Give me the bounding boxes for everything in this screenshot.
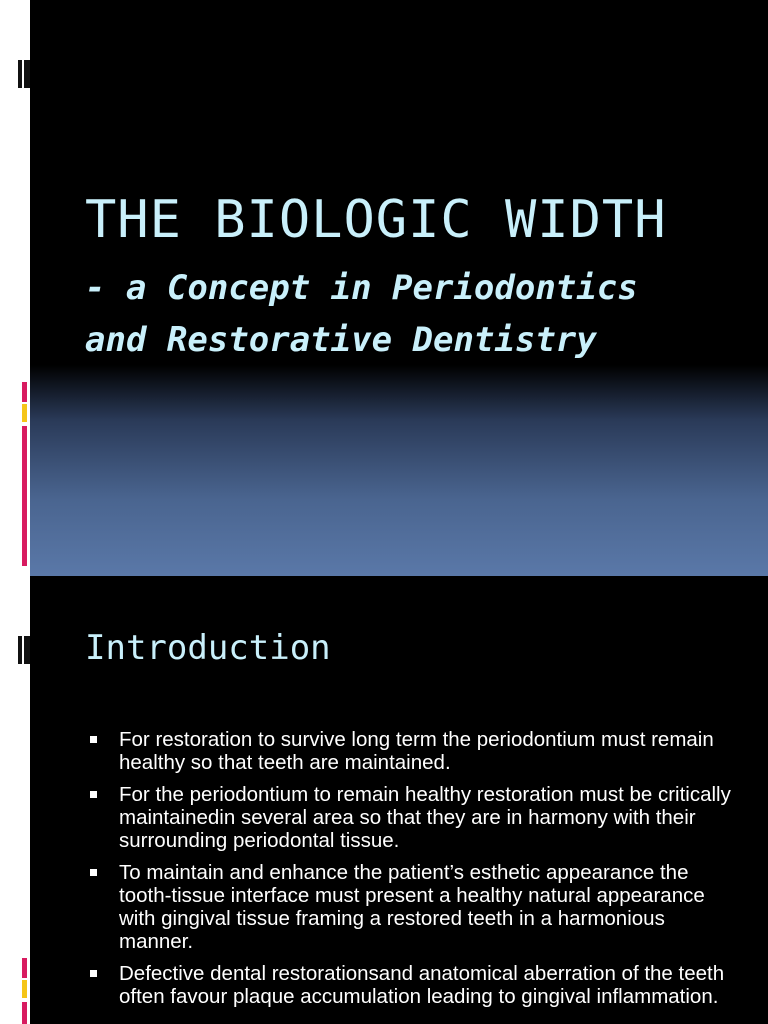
bullet-list	[90, 728, 740, 1017]
square-bullet-icon	[90, 869, 97, 876]
slide2-accent-bar-yellow	[22, 980, 27, 998]
slide2-margin-mark	[18, 636, 22, 664]
square-bullet-icon	[90, 970, 97, 977]
subtitle-line-1: - a Concept in Periodontics	[85, 268, 638, 308]
slide1-accent-bar-yellow	[22, 404, 27, 422]
slide-heading: Introduction	[85, 628, 331, 668]
square-bullet-icon	[90, 791, 97, 798]
bullet-item	[90, 783, 740, 852]
bullet-item	[90, 962, 740, 1008]
slide1-accent-bar-pink	[22, 426, 27, 566]
bullet-item	[90, 861, 740, 953]
bullet-text: Defective dental restorationsand anatomical aberration of the teeth often favour plaque accumulation leading to gingival inflammation.	[119, 962, 725, 1008]
slide1-accent-bar-pink	[22, 382, 27, 402]
bullet-item	[90, 728, 740, 774]
introduction-slide	[30, 576, 768, 1024]
bullet-text: For the periodontium to remain healthy restoration must be critically maintainedin several area so that they are in harmony with their surrounding periodontal tissue.	[119, 783, 731, 852]
title-slide	[30, 0, 768, 576]
slide2-accent-bar-pink	[22, 1002, 27, 1024]
bullet-text: To maintain and enhance the patient’s esthetic appearance the tooth-tissue interface must present a healthy natural appearance with gingival tissue framing a restored teeth in a harmonious manner.	[119, 861, 705, 953]
slide-title: THE BIOLOGIC WIDTH	[85, 190, 667, 250]
bullet-text: For restoration to survive long term the periodontium must remain healthy so that teeth are maintained.	[119, 728, 714, 774]
slide1-margin-mark	[18, 60, 22, 88]
square-bullet-icon	[90, 736, 97, 743]
slide-subtitle	[85, 262, 638, 366]
slide2-accent-bar-pink	[22, 958, 27, 978]
subtitle-line-2: and Restorative Dentistry	[85, 320, 597, 360]
